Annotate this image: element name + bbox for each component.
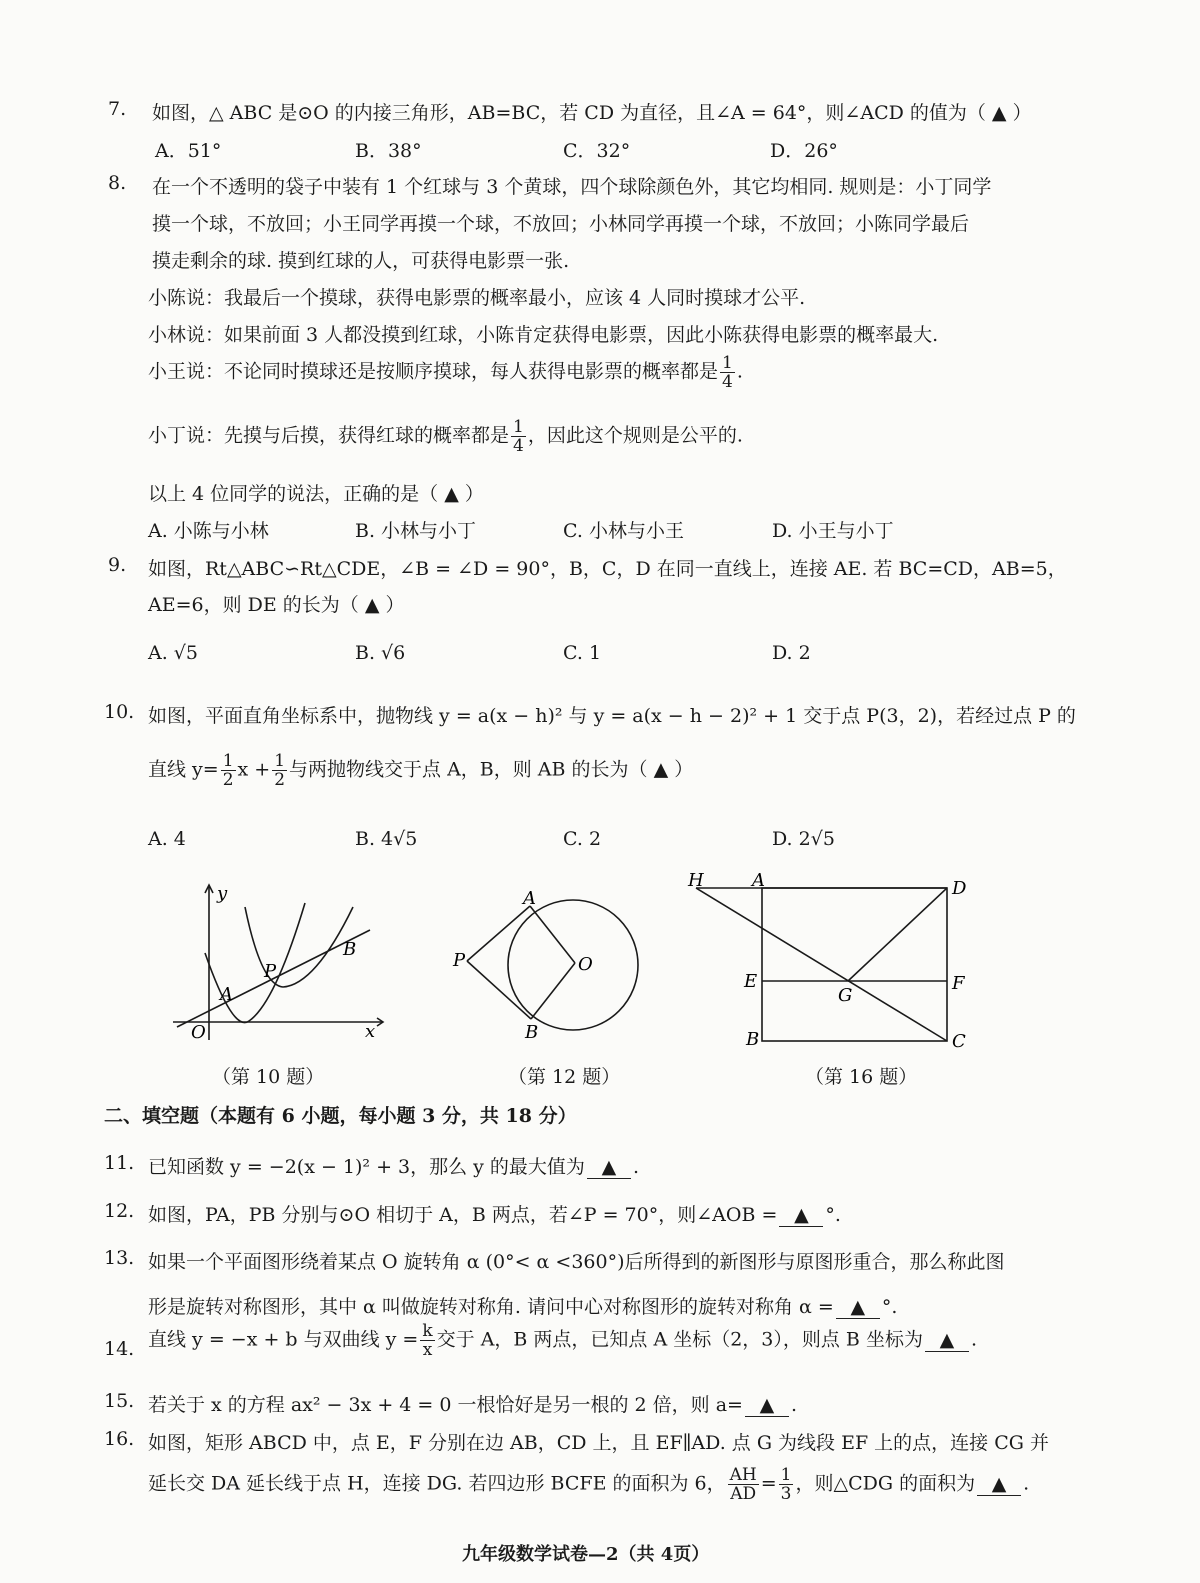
q14-post: . [970, 1328, 977, 1351]
q10-number: 10. [104, 701, 135, 723]
q7-option-a: A．51° [155, 140, 222, 162]
q11-text [148, 1152, 639, 1179]
rect-abcd [762, 888, 947, 1041]
q10-option-d: D. 2√5 [772, 828, 835, 850]
label-p: P [453, 950, 466, 971]
q8-ding-post: ，因此这个规则是公平的. [527, 424, 743, 447]
q10-option-b: B. 4√5 [355, 828, 418, 850]
q8-option-d: D. 小王与小丁 [772, 520, 894, 542]
q8-line-ding [148, 418, 743, 455]
q9-option-a: A. √5 [148, 642, 198, 664]
q7-option-b: B．38° [355, 140, 422, 162]
q8-line-2: 摸一个球，不放回；小王同学再摸一个球，不放回；小林同学再摸一个球，不放回；小陈同学最后 [152, 213, 970, 235]
label-a: A [220, 984, 233, 1005]
q10-plus: x + [237, 758, 271, 781]
q15-post: . [790, 1394, 798, 1416]
q16-post: . [1023, 1472, 1030, 1495]
segment-gd [848, 888, 947, 981]
q9-number: 9. [108, 554, 127, 576]
q9-line-2: AE=6，则 DE 的长为（ ▲ ） [148, 594, 405, 616]
tangent-pa [467, 906, 530, 961]
fraction-numerator: 1 [722, 353, 733, 373]
figure-10-parabolas [165, 875, 395, 1050]
q13-line-2 [148, 1292, 897, 1319]
q8-wang-fraction [720, 354, 735, 391]
label-p: P [264, 961, 277, 982]
fraction-numerator: 1 [274, 751, 286, 771]
label-a: A [752, 870, 765, 891]
q16-post-text: ，则△CDG 的面积为 [795, 1472, 976, 1495]
q7-option-c: C．32° [563, 140, 631, 162]
figure-12-caption: （第 12 题） [508, 1066, 621, 1088]
figure-16-rectangle [680, 862, 980, 1058]
label-f: F [952, 973, 965, 994]
figure-16-caption: （第 16 题） [805, 1066, 918, 1088]
q11-post: . [632, 1156, 639, 1178]
label-b: B [343, 939, 357, 960]
q8-wang-post: . [736, 360, 743, 383]
q8-wang-text: 小王说：不论同时摸球还是按顺序摸球，每人获得电影票的概率都是 [148, 360, 719, 383]
q15-pre: 若关于 x 的方程 ax² − 3x + 4 = 0 一根恰好是另一根的 2 倍，则 a= [148, 1394, 743, 1416]
q13-number: 13. [104, 1247, 135, 1269]
q7-option-d: D．26° [770, 140, 838, 162]
q9-line-1: 如图，Rt△ABC∽Rt△CDE，∠B = ∠D = 90°，B，C，D 在同一直线上，连接 AE. 若 BC=CD，AB=5， [148, 558, 1067, 580]
q13-answer-blank: ▲ [836, 1296, 880, 1319]
q16-answer-blank: ▲ [977, 1473, 1021, 1496]
q8-line-1: 在一个不透明的袋子中装有 1 个红球与 3 个黄球，四个球除颜色外，其它均相同. 规则是：小丁同学 [152, 176, 992, 198]
q11-answer-blank: ▲ [587, 1156, 631, 1179]
q10-line2-post: 与两抛物线交于点 A，B，则 AB 的长为（ ▲ ） [289, 758, 694, 781]
fraction-numerator: 1 [780, 1465, 792, 1485]
fraction-denominator: 2 [274, 770, 286, 790]
figure-10-caption: （第 10 题） [212, 1066, 325, 1088]
q8-line-wang [148, 354, 743, 391]
q10-fraction-1 [221, 752, 236, 789]
q16-fraction-ah-ad [728, 1466, 759, 1503]
q8-option-c: C. 小林与小王 [563, 520, 684, 542]
q9-option-d: D. 2 [772, 642, 811, 664]
q10-line-2 [148, 752, 693, 789]
q10-option-a: A. 4 [148, 828, 186, 850]
q15-number: 15. [104, 1390, 135, 1412]
q16-line-1: 如图，矩形 ABCD 中，点 E，F 分别在边 AB，CD 上，且 EF∥AD. 点 G 为线段 EF 上的点，连接 CG 并 [148, 1432, 1049, 1454]
label-a: A [523, 888, 536, 909]
figure-12-circle-tangents [445, 882, 655, 1052]
q16-number: 16. [104, 1428, 135, 1450]
fraction-numerator: 1 [222, 751, 234, 771]
q11-number: 11. [104, 1152, 135, 1174]
q8-line-chen: 小陈说：我最后一个摸球，获得电影票的概率最小，应该 4 人同时摸球才公平. [148, 287, 806, 309]
q12-pre: 如图，PA，PB 分别与⊙O 相切于 A，B 两点，若∠P = 70°，则∠AOB = [148, 1204, 778, 1226]
q12-post: °. [825, 1204, 841, 1226]
q14-answer-blank: ▲ [925, 1329, 969, 1352]
q12-answer-blank: ▲ [779, 1204, 823, 1227]
q8-number: 8. [108, 172, 127, 194]
q8-option-a: A. 小陈与小林 [148, 520, 269, 542]
q12-text [148, 1200, 841, 1227]
q13-pre: 形是旋转对称图形，其中 α 叫做旋转对称角. 请问中心对称图形的旋转对称角 α = [148, 1296, 834, 1318]
fraction-denominator: x [422, 1340, 433, 1360]
fraction-numerator: AH [729, 1465, 757, 1485]
q9-option-b: B. √6 [355, 642, 406, 664]
q10-option-c: C. 2 [563, 828, 602, 850]
label-y: y [217, 883, 228, 904]
label-d: D [952, 878, 967, 899]
q8-ding-text: 小丁说：先摸与后摸，获得红球的概率都是 [148, 424, 510, 447]
fraction-denominator: 4 [513, 436, 524, 456]
q13-post: °. [881, 1296, 898, 1318]
q10-line-1: 如图，平面直角坐标系中，抛物线 y = a(x − h)² 与 y = a(x − h − 2)² + 1 交于点 P(3，2)，若经过点 P 的 [148, 705, 1076, 727]
q15-text [148, 1390, 797, 1417]
fraction-denominator: 2 [222, 770, 234, 790]
q14-number: 14. [104, 1338, 135, 1360]
q10-line2-pre: 直线 y= [148, 758, 219, 781]
label-o: O [578, 954, 593, 975]
q8-option-b: B. 小林与小丁 [355, 520, 477, 542]
q7-number: 7. [108, 98, 127, 120]
label-o: O [191, 1022, 206, 1043]
label-b: B [746, 1029, 760, 1050]
q8-line-3: 摸走剩余的球. 摸到红球的人，可获得电影票一张. [152, 250, 570, 272]
radius-oa [530, 906, 575, 963]
label-x: x [365, 1021, 376, 1042]
line-hc [696, 888, 947, 1041]
section-2-heading: 二、填空题（本题有 6 小题，每小题 3 分，共 18 分） [104, 1105, 577, 1127]
label-h: H [688, 870, 704, 891]
q14-text [148, 1322, 977, 1359]
radius-ob [531, 963, 575, 1019]
q12-number: 12. [104, 1200, 135, 1222]
label-b: B [525, 1022, 539, 1043]
q13-line-1: 如果一个平面图形绕着某点 O 旋转角 α (0°< α <360°)后所得到的新图形与原图形重合，那么称此图 [148, 1251, 1005, 1273]
tangent-pb [467, 961, 531, 1019]
q9-option-c: C. 1 [563, 642, 602, 664]
q14-mid: 交于 A，B 两点，已知点 A 坐标（2，3），则点 B 坐标为 [436, 1328, 923, 1351]
q14-fraction [420, 1322, 434, 1359]
q8-question: 以上 4 位同学的说法，正确的是（ ▲ ） [148, 483, 484, 505]
q8-line-lin: 小林说：如果前面 3 人都没摸到红球，小陈肯定获得电影票，因此小陈获得电影票的概率最大. [148, 324, 939, 346]
fraction-numerator: 1 [513, 417, 524, 437]
q16-fraction-one-third [779, 1466, 794, 1503]
label-c: C [952, 1031, 966, 1052]
fraction-numerator: k [422, 1321, 433, 1341]
q10-fraction-2 [272, 752, 287, 789]
q15-answer-blank: ▲ [745, 1394, 789, 1417]
q16-pre: 延长交 DA 延长线于点 H，连接 DG. 若四边形 BCFE 的面积为 6， [148, 1472, 726, 1495]
fraction-denominator: 4 [722, 372, 733, 392]
fraction-denominator: AD [730, 1484, 757, 1504]
q8-ding-fraction [511, 418, 526, 455]
fraction-denominator: 3 [780, 1484, 792, 1504]
q16-line-2 [148, 1466, 1029, 1503]
q11-pre: 已知函数 y = −2(x − 1)² + 3，那么 y 的最大值为 [148, 1156, 585, 1178]
q7-text: 如图，△ ABC 是⊙O 的内接三角形，AB=BC，若 CD 为直径，且∠A = 64°，则∠ACD 的值为（ ▲ ） [152, 102, 1032, 124]
label-g: G [838, 985, 853, 1006]
page-footer: 九年级数学试卷—2（共 4页） [462, 1544, 710, 1565]
q16-equals: = [760, 1472, 777, 1495]
label-e: E [744, 971, 758, 992]
q14-pre: 直线 y = −x + b 与双曲线 y = [148, 1328, 419, 1351]
